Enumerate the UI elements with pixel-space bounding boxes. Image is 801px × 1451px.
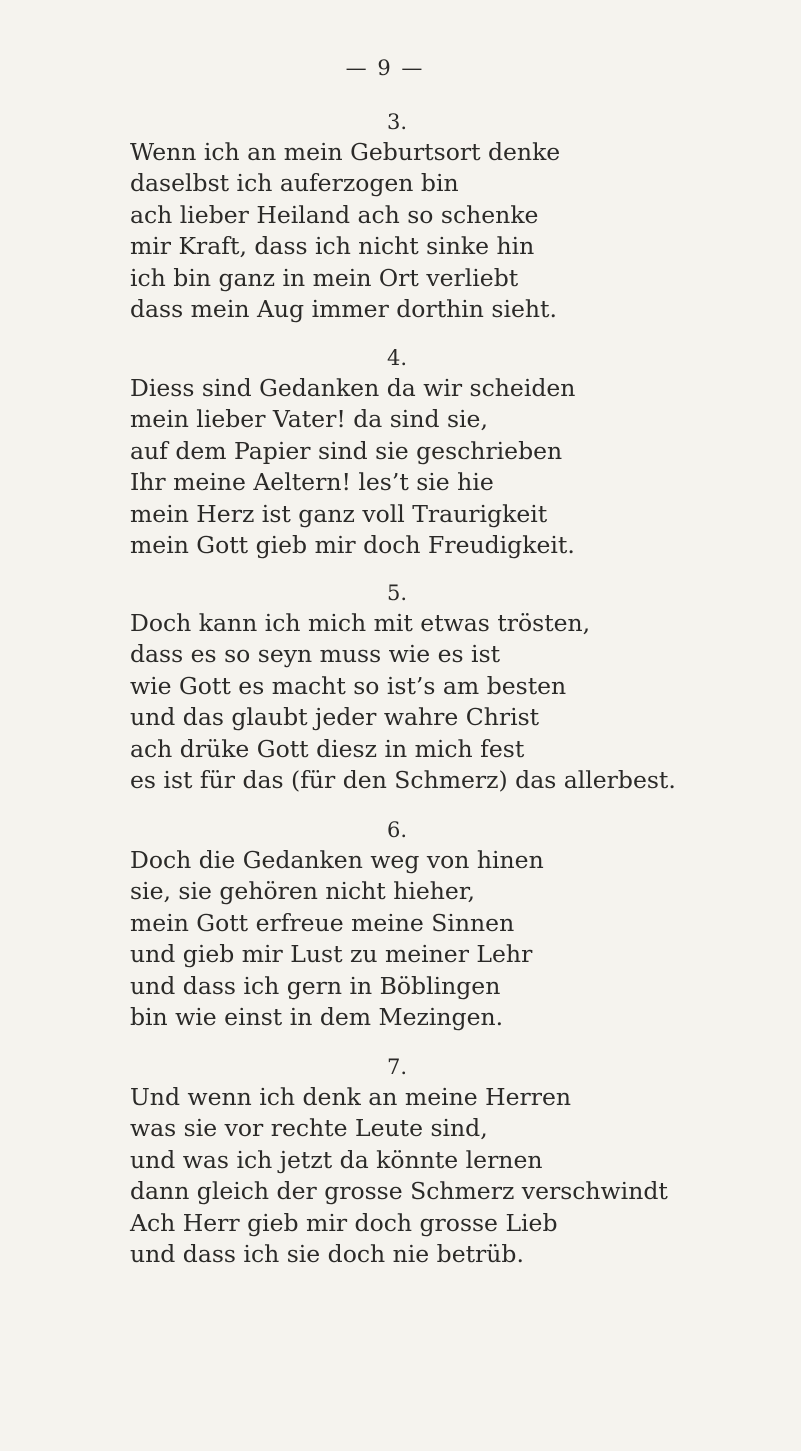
verse-line: was sie vor rechte Leute sind, bbox=[130, 1114, 488, 1143]
stanza-7 bbox=[130, 1052, 790, 1270]
verse-line: ach drüke Gott diesz in mich fest bbox=[130, 734, 525, 763]
verse-line: und was ich jetzt da könnte lernen bbox=[130, 1145, 543, 1174]
verse-line: und gieb mir Lust zu meiner Lehr bbox=[130, 940, 533, 969]
verse-line: und dass ich sie doch nie betrüb. bbox=[130, 1240, 524, 1269]
verse-line: ach lieber Heiland ach so schenke bbox=[130, 200, 539, 229]
verse-line: mein Gott gieb mir doch Freudigkeit. bbox=[130, 531, 575, 560]
verse-line: wie Gott es macht so ist’s am besten bbox=[130, 671, 567, 700]
verse-line: daselbst ich auferzogen bin bbox=[130, 169, 459, 198]
stanza-number: 3. bbox=[386, 110, 408, 134]
verse-line: dass es so seyn muss wie es ist bbox=[130, 640, 501, 669]
verse-line: dass mein Aug immer dorthin sieht. bbox=[130, 295, 557, 324]
stanza-5 bbox=[130, 578, 790, 796]
verse-line: und das glaubt jeder wahre Christ bbox=[130, 703, 540, 732]
verse-line: ich bin ganz in mein Ort verliebt bbox=[130, 263, 519, 292]
stanza-4 bbox=[130, 343, 790, 561]
verse-line: dann gleich der grosse Schmerz verschwindt bbox=[130, 1177, 668, 1206]
stanza-number: 7. bbox=[386, 1055, 408, 1079]
verse-line: es ist für das (für den Schmerz) das allerbest. bbox=[130, 766, 676, 795]
verse-line: mir Kraft, dass ich nicht sinke hin bbox=[130, 232, 535, 261]
verse-line: und dass ich gern in Böblingen bbox=[130, 971, 501, 1000]
verse-line: Ach Herr gieb mir doch grosse Lieb bbox=[130, 1208, 558, 1237]
verse-line: sie, sie gehören nicht hieher, bbox=[130, 877, 475, 906]
stanza-number: 6. bbox=[386, 818, 408, 842]
verse-line: Ihr meine Aeltern! les’t sie hie bbox=[130, 468, 494, 497]
stanza-number: 4. bbox=[386, 346, 408, 370]
verse-line: mein Herz ist ganz voll Traurigkeit bbox=[130, 499, 548, 528]
verse-line: Doch die Gedanken weg von hinen bbox=[130, 846, 544, 874]
verse-line: auf dem Papier sind sie geschrieben bbox=[130, 436, 563, 465]
verse-line: mein Gott erfreue meine Sinnen bbox=[130, 908, 515, 937]
page-number: — 9 — bbox=[345, 56, 425, 80]
verse-line: Und wenn ich denk an meine Herren bbox=[130, 1083, 572, 1111]
stanza-6 bbox=[130, 815, 790, 1033]
verse-line: bin wie einst in dem Mezingen. bbox=[130, 1003, 504, 1032]
verse-line: Wenn ich an mein Geburtsort denke bbox=[130, 138, 561, 166]
stanza-3 bbox=[130, 107, 790, 325]
verse-line: Diess sind Gedanken da wir scheiden bbox=[130, 374, 576, 402]
stanza-number: 5. bbox=[386, 581, 408, 605]
verse-line: Doch kann ich mich mit etwas trösten, bbox=[130, 609, 591, 637]
verse-line: mein lieber Vater! da sind sie, bbox=[130, 405, 488, 434]
